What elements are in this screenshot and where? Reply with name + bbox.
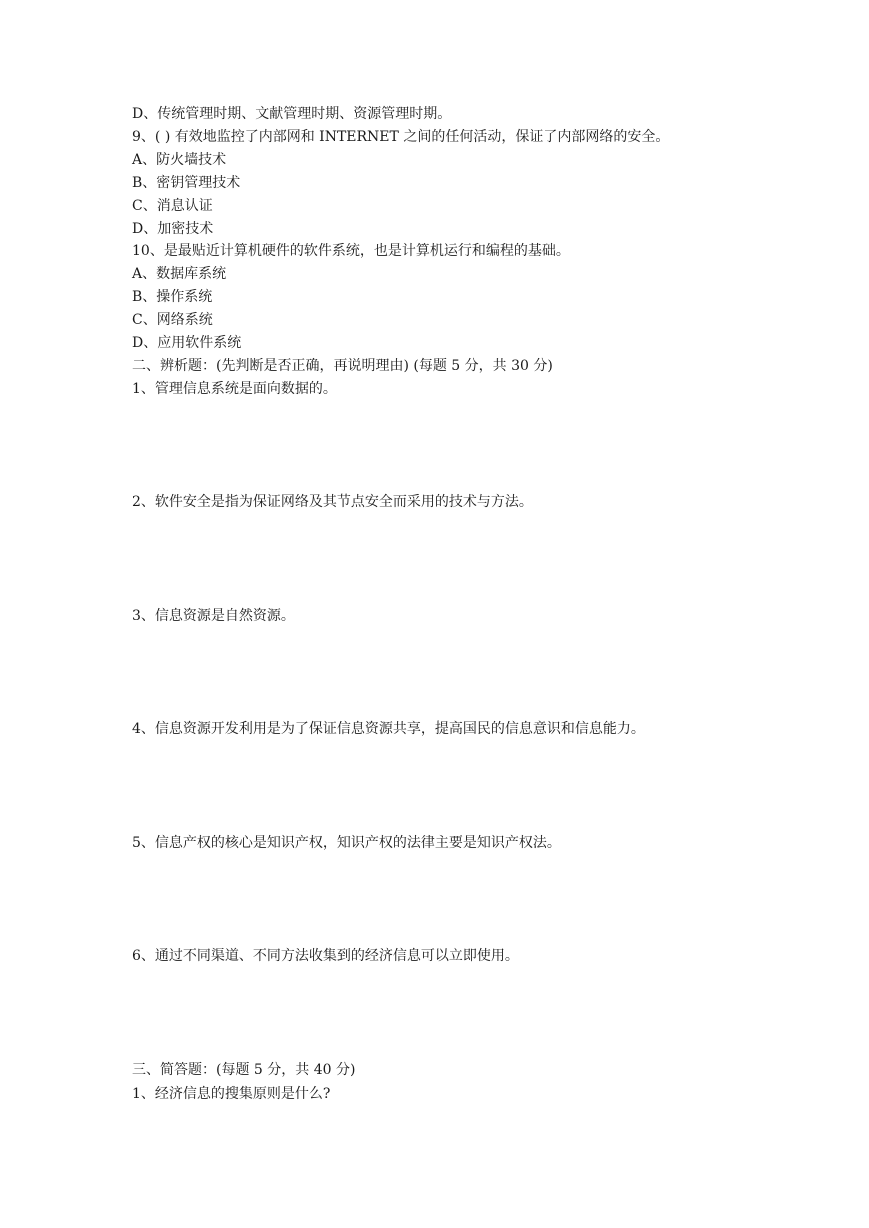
section2-question-2: 2、软件安全是指为保证网络及其节点安全而采用的技术与方法。	[132, 494, 533, 510]
section2-question-1: 1、管理信息系统是面向数据的。	[132, 381, 337, 397]
section3-heading: 三、简答题：(每题 5 分，共 40 分)	[132, 1062, 356, 1078]
q10-option-c: C、网络系统	[132, 312, 213, 328]
q9-stem: 9、( ) 有效地监控了内部网和 INTERNET 之间的任何活动，保证了内部网络的安全。	[132, 129, 670, 145]
section2-question-5: 5、信息产权的核心是知识产权，知识产权的法律主要是知识产权法。	[132, 835, 561, 851]
q9-option-d: D、加密技术	[132, 221, 214, 237]
q9-option-b: B、密钥管理技术	[132, 175, 241, 191]
section2-question-4: 4、信息资源开发利用是为了保证信息资源共享，提高国民的信息意识和信息能力。	[132, 721, 645, 737]
q10-option-d: D、应用软件系统	[132, 335, 242, 351]
section2-question-3: 3、信息资源是自然资源。	[132, 608, 295, 624]
q9-option-c: C、消息认证	[132, 198, 213, 214]
q9-option-a: A、防火墙技术	[132, 152, 227, 168]
q10-option-a: A、数据库系统	[132, 266, 227, 282]
q8-option-d: D、传统管理时期、文献管理时期、资源管理时期。	[132, 106, 452, 122]
section3-question-1: 1、经济信息的搜集原则是什么?	[132, 1086, 331, 1102]
section2-heading: 二、辨析题：(先判断是否正确，再说明理由) (每题 5 分，共 30 分)	[132, 358, 553, 374]
q10-option-b: B、操作系统	[132, 289, 213, 305]
section2-question-6: 6、通过不同渠道、不同方法收集到的经济信息可以立即使用。	[132, 948, 519, 964]
q10-stem: 10、是最贴近计算机硬件的软件系统，也是计算机运行和编程的基础。	[132, 243, 570, 259]
